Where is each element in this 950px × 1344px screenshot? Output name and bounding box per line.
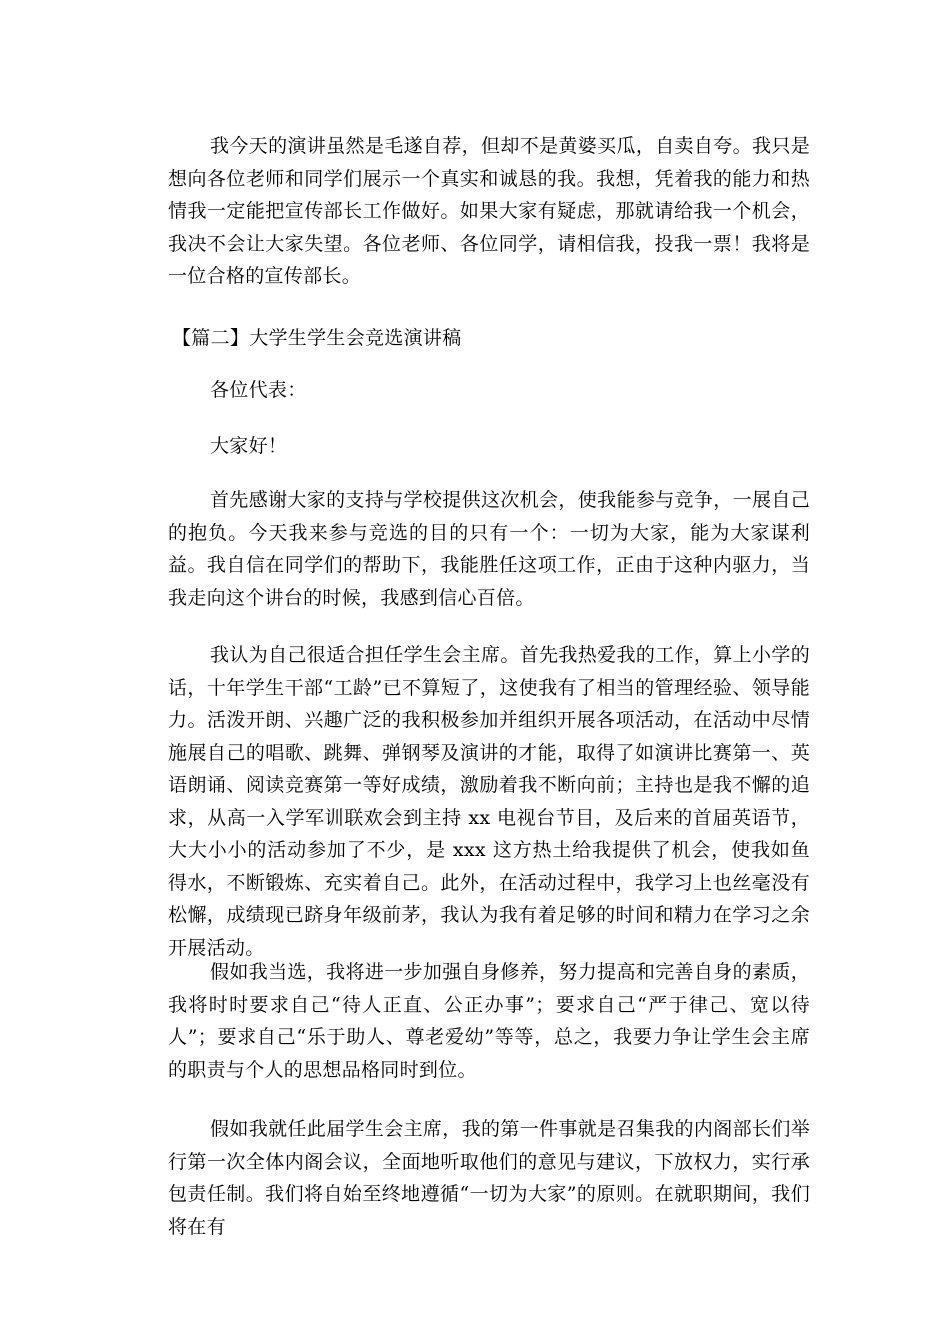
salutation-representatives: 各位代表： (210, 379, 307, 401)
paragraph-first-task: 假如我就任此届学生会主席，我的第一件事就是召集我的内阁部长们举行第一次全体内阁会议，全面地听取他们的意见与建议，下放权力，实行承包责任制。我们将自始至终地遵循“一切为大家”的原则。在就职期间，我们将在有 (168, 1118, 810, 1238)
greeting: 大家好！ (210, 435, 288, 457)
section-heading: 【篇二】大学生学生会竞选演讲稿 (172, 327, 462, 349)
paragraph-thanks: 首先感谢大家的支持与学校提供这次机会，使我能参与竞争，一展自己的抱负。今天我来参与竞选的目的只有一个：一切为大家，能为大家谋利益。我自信在同学们的帮助下，我能胜任这项工作，正由于这种内驱力，当我走向这个讲台的时候，我感到信心百倍。 (168, 489, 810, 609)
paragraph-qualifications: 我认为自己很适合担任学生会主席。首先我热爱我的工作，算上小学的话，十年学生干部“工龄”已不算短了，这使我有了相当的管理经验、领导能力。活泼开朗、兴趣广泛的我积极参加并组织开展各项活动，在活动中尽情施展自己的唱歌、跳舞、弹钢琴及演讲的才能，取得了如演讲比赛第一、英语朗诵、阅读竞赛第一等好成绩，激励着我不断向前；主持也是我不懈的追求，从高一入学军训联欢会到主持 xx 电视台节目，及后来的首届英语节，大大小小的活动参加了不少，是 xxx 这方热土给我提供了机会，使我如鱼得水，不断锻炼、充实着自己。此外，在活动过程中，我学习上也丝毫没有松懈，成绩现已跻身年级前茅，我认为我有着足够的时间和精力在学习之余开展活动。 (168, 644, 810, 959)
paragraph-if-elected: 假如我当选，我将进一步加强自身修养，努力提高和完善自身的素质，我将时时要求自己“待人正直、公正办事”；要求自己“严于律己、宽以待人”；要求自己“乐于助人、尊老爱幼”等等，总之，我要力争让学生会主席的职责与个人的思想品格同时到位。 (168, 961, 810, 1081)
paragraph-speech-conclusion: 我今天的演讲虽然是毛遂自荐，但却不是黄婆买瓜，自卖自夸。我只是想向各位老师和同学们展示一个真实和诚恳的我。我想，凭着我的能力和热情我一定能把宣传部长工作做好。如果大家有疑虑，那就请给我一个机会，我决不会让大家失望。各位老师、各位同学，请相信我，投我一票！我将是一位合格的宣传部长。 (168, 135, 810, 287)
